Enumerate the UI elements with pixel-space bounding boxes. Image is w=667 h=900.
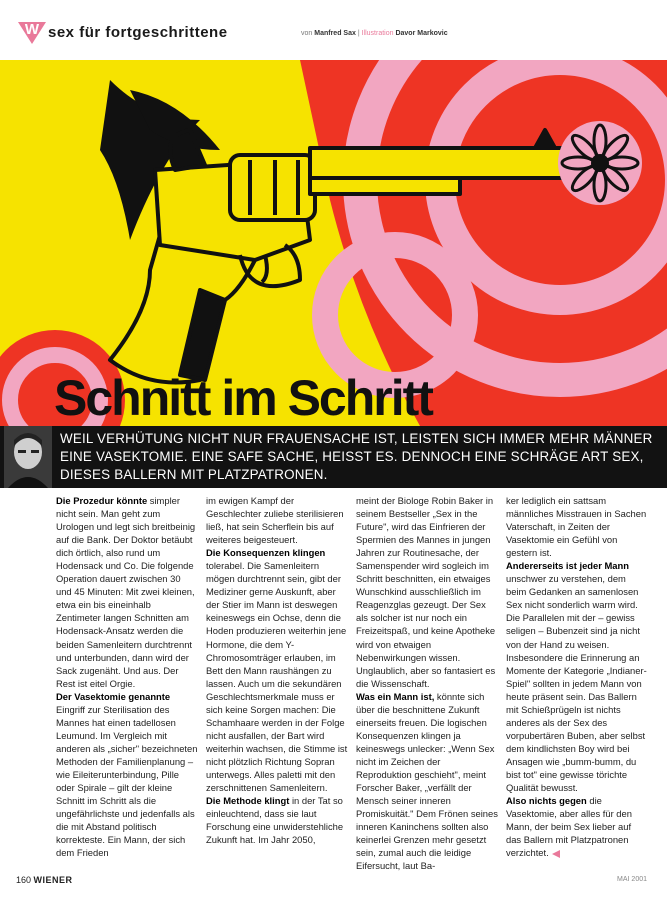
column-2 — [206, 494, 348, 874]
paragraph: im ewigen Kampf der Geschlechter zuliebe sterilisieren ließ, hat sein Scherflein bis auf weiteres beigesteuert. — [206, 495, 344, 546]
illustration-prefix: Illustration — [361, 30, 394, 37]
paragraph: Die Prozedur könnte simpler nicht sein. Man geht zum Urologen und legt sich breitbeinig auf die Bank. Der Doktor betäubt dich örtlich, also rund um Hodensack und Co. Die folgende Operation dauert zwischen 30 und 45 Minuten: Mit zwei kleinen, etwa ein bis eineinhalb Zentimeter langen Schnitten am Hodensack-Ansatz werden die beiden Samenleitern durchtrennt und unterbunden, dann wird der Sack zugenäht. Und aus. Der Rest ist eitel Orgie. — [56, 495, 196, 689]
muzzle-flower — [558, 121, 642, 205]
paragraph: meint der Biologe Robin Baker in seinem Bestseller „Sex in the Future", wird das Einfrieren der Spermien des Mannes in jungen Jahren zur Routinesache, der Samenspender wird sogleich im Schritt beschnitten, ein etwaiges Wunschkind ausschließlich im Reagenzglas gezeugt. Der Sex als solcher ist nur noch ein Freizeitspaß, und keine Apotheke wird von etwaigen Nebenwirkungen wissen. Unglaublich, aber so fantasiert es die Wissenschaft. — [356, 495, 496, 689]
section-header — [18, 22, 658, 46]
byline-prefix: von — [301, 30, 313, 37]
end-mark-icon — [552, 850, 560, 858]
column-4 — [506, 494, 648, 874]
page-number: 160 — [16, 875, 32, 885]
article-headline: Schnitt im Schritt — [54, 370, 432, 426]
magazine-name: WIENER — [33, 875, 73, 885]
paragraph: Der Vasektomie genannte Eingriff zur Sterilisation des Mannes hat einen tadellosen Leumund. Im Vergleich mit anderen als „sicher" bezeichneten Methoden der Familienplanung – wie Eileiterunterbindung, Pille oder Spirale – gilt der kleine Schnitt im Schritt als die ungefährlichste und jedenfalls als die mit Abstand politisch korrekteste. Ein Mann, der sich dem Frieden — [56, 690, 198, 859]
issue-date: MAI 2001 — [617, 876, 647, 883]
paragraph: Was ein Mann ist, könnte sich über die beschnittene Zukunft einerseits freuen. Die logischen Konsequenzen klingen ja keineswegs unlecker: „Wenn Sex nicht im Zeichen der Reproduktion geschieht", meint Forscher Baker, „verfällt der Mensch seiner inneren Promiskuität." Dem Frönen seines inneren Kaninchens sollten also keinerlei Grenzen mehr gesetzt sein, zumal auch die leidige Eifersucht, laut Ba- — [356, 690, 498, 872]
author-portrait — [4, 426, 52, 488]
article-dek: WEIL VERHÜTUNG NICHT NUR FRAUENSACHE IST, LEISTEN SICH IMMER MEHR MÄNNER EINE VASEKTOMIE. EINE SAFE SACHE, HEISST ES. DENNOCH EINE SCHRÄGE ART SEX, DIESES BALLERN MIT PLATZPATRONEN. — [60, 431, 653, 482]
paragraph: ker lediglich ein sattsam männliches Misstrauen in Sachen Vaterschaft, in Zeiten der Vasektomie ein Gefühl von gestern ist. — [506, 495, 647, 559]
paragraph: Die Methode klingt in der Tat so einleuchtend, dass sie laut Forschung eine unwiderstehliche Zukunft hat. Im Jahr 2050, — [206, 795, 344, 846]
page-folio — [16, 875, 73, 885]
paragraph: Andererseits ist jeder Mann unschwer zu verstehen, dem beim Gedanken an samenlosen Sex nicht sonderlich warm wird. Die Parallelen mit der – gewiss seligen – Bubenzeit sind ja nicht von der Hand zu weisen. Insbesondere die Erinnerung an Momente der Kategorie „Indianer-Spiel" sollten in jedem Mann von heute präsent sein. Das Ballern mit Schießprügeln ist nichts anderes als der Sex des vorpubertären Buben, aber selbst dem kindlichsten Boy wird bei Ansagen wie „bumm-bumm, du bist tot" eine gewisse törichte Qualität bewusst. — [506, 560, 647, 794]
illustrator-name: Davor Markovic — [395, 30, 448, 37]
paragraph: Die Konsequenzen klingen tolerabel. Die Samenleitern mögen durchtrennt sein, gibt der Mediziner gerne Auskunft, aber der Stier im Mann ist deswegen keineswegs ein Ochse, denn die Hoden produzieren weiterhin jene Hormone, die dem Y-Chromosomträger erlauben, im Bett den Mann raushängen zu lassen. Auch um die sekundären Geschlechtsmerkmale muss er sich keine Sorgen machen: Die Schamhaare werden in der Folge nicht ausfallen, der Bart wird weiterhin wachsen, die Stimme ist nicht plötzlich Richtung Sopran unterwegs. Alles paletti mit den zerschnittenen Samenleitern. — [206, 547, 348, 794]
column-3 — [356, 494, 498, 874]
byline: von Manfred Sax | Illustration Davor Markovic — [301, 30, 448, 37]
paragraph: Also nichts gegen die Vasektomie, aber alles für den Mann, der beim Sex lieber auf das Ballern mit Platzpatronen verzichtet. — [506, 795, 632, 859]
author-name: Manfred Sax — [314, 30, 356, 37]
article-body — [56, 494, 650, 874]
column-1 — [56, 494, 198, 874]
dek-band — [0, 426, 667, 488]
badge-letter: W — [24, 21, 40, 38]
series-title: sex für fortgeschrittene — [48, 24, 228, 41]
